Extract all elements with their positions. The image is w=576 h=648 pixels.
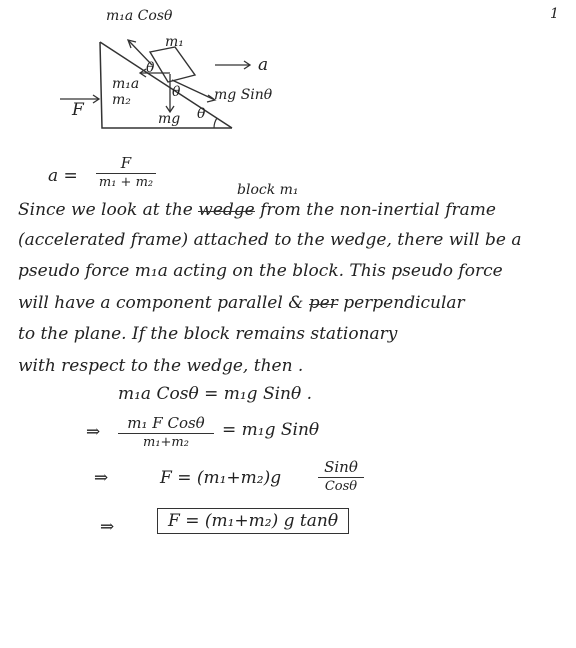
struck-word-wedge: wedge bbox=[198, 200, 255, 220]
final-answer-box bbox=[157, 508, 349, 534]
equation-3-arrow: ⇒ bbox=[94, 468, 109, 488]
paragraph-line-6: with respect to the wedge, then . bbox=[18, 356, 304, 376]
paragraph-line-3: pseudo force m₁a acting on the block. This pseudo force bbox=[18, 261, 503, 281]
paragraph-line-2: (accelerated frame) attached to the wedge, there will be a bbox=[18, 230, 522, 250]
paragraph-line-5: to the plane. If the block remains stationary bbox=[18, 324, 398, 344]
struck-word-per: per bbox=[308, 293, 338, 313]
label-m1: m₁ bbox=[165, 34, 184, 50]
label-theta-weight: θ bbox=[172, 84, 181, 100]
line4b: perpendicular bbox=[343, 293, 465, 313]
eq3-num: Sinθ bbox=[324, 458, 358, 476]
label-mg: mg bbox=[158, 111, 181, 127]
insert-block-m1: block m₁ bbox=[237, 182, 299, 198]
equation-2-fraction bbox=[118, 414, 214, 450]
eq3-den: Cosθ bbox=[324, 479, 358, 494]
eq2-den: m₁+m₂ bbox=[143, 435, 189, 450]
accel-eq-num: F bbox=[120, 154, 132, 172]
equation-3-lhs: F = (m₁+m₂)g bbox=[160, 468, 282, 488]
equation-2-arrow: ⇒ bbox=[86, 422, 101, 442]
eq2-num: m₁ F Cosθ bbox=[127, 414, 205, 432]
line1a: Since we look at the bbox=[18, 200, 193, 220]
page-number: 1 bbox=[550, 6, 559, 22]
equation-4-arrow: ⇒ bbox=[100, 517, 115, 537]
line1b: from the non-inertial frame bbox=[260, 200, 496, 220]
label-F: F bbox=[72, 100, 84, 120]
label-theta-block: θ bbox=[146, 60, 155, 76]
equation-2-rhs: = m₁g Sinθ bbox=[222, 420, 320, 440]
block-m1 bbox=[150, 47, 195, 82]
accel-eq-den: m₁ + m₂ bbox=[98, 175, 154, 190]
label-m1a: m₁a bbox=[112, 76, 140, 92]
label-m1a-cos: m₁a Cosθ bbox=[106, 8, 173, 24]
final-answer: F = (m₁+m₂) g tanθ bbox=[168, 511, 339, 531]
accel-eq-fraction bbox=[96, 154, 156, 190]
paragraph-line-4 bbox=[18, 293, 465, 313]
label-a: a bbox=[258, 55, 269, 75]
equation-1: m₁a Cosθ = m₁g Sinθ . bbox=[118, 384, 313, 404]
label-theta-base: θ bbox=[197, 106, 206, 122]
label-m2: m₂ bbox=[112, 92, 131, 108]
line4a: will have a component parallel & bbox=[18, 293, 304, 313]
paragraph-line-1 bbox=[18, 200, 496, 220]
equation-3-fraction bbox=[318, 458, 364, 494]
label-mg-sin: mg Sinθ bbox=[214, 87, 273, 103]
angle-arc bbox=[214, 118, 217, 128]
accel-eq-lhs: a = bbox=[48, 166, 78, 186]
